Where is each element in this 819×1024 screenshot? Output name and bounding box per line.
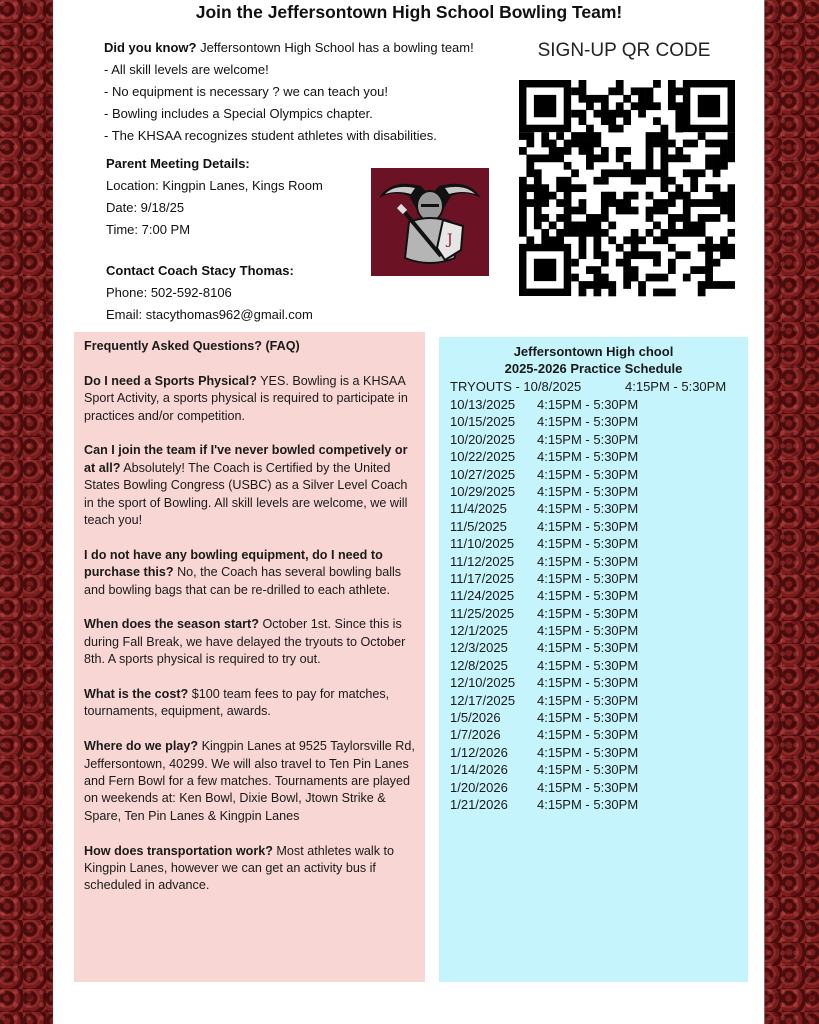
schedule-row	[450, 744, 740, 761]
schedule-time: 4:15PM - 5:30PM	[537, 501, 639, 517]
faq-question: Can I join the team if I've never bowled competively or at all?	[84, 443, 408, 475]
schedule-row	[450, 466, 740, 483]
schedule-time: 4:15PM - 5:30PM	[537, 762, 639, 778]
schedule-date: 12/3/2025	[450, 640, 508, 656]
signup-qr-code[interactable]	[519, 80, 735, 298]
schedule-row	[450, 431, 740, 448]
schedule-time: 4:15PM - 5:30PM	[537, 640, 639, 656]
schedule-time: 4:15PM - 5:30PM	[537, 605, 639, 621]
schedule-date: 10/22/2025	[450, 449, 516, 465]
parent-meeting-details	[106, 153, 406, 241]
schedule-date: 12/17/2025	[450, 692, 516, 708]
schedule-time: 4:15PM - 5:30PM	[537, 692, 639, 708]
faq-question: When does the season start?	[84, 617, 259, 632]
schedule-time: 4:15PM - 5:30PM	[537, 397, 639, 412]
schedule-date: 11/17/2025	[450, 570, 515, 586]
schedule-row	[450, 518, 740, 535]
schedule-date: 11/12/2025	[450, 553, 515, 569]
schedule-row	[450, 761, 740, 778]
schedule-row	[450, 587, 740, 604]
meeting-location: Location: Kingpin Lanes, Kings Room	[106, 178, 323, 193]
tryout-row	[450, 378, 750, 395]
contact-phone: Phone: 502-592-8106	[106, 285, 232, 300]
practice-schedule-panel	[439, 337, 748, 982]
schedule-time: 4:15PM - 5:30PM	[537, 536, 639, 552]
schedule-row	[450, 413, 740, 430]
schedule-row	[450, 692, 740, 709]
schedule-rows	[450, 396, 740, 813]
schedule-title-line2: 2025-2026 Practice Schedule	[504, 361, 683, 376]
faq-title: Frequently Asked Questions? (FAQ)	[84, 339, 300, 353]
schedule-date: 1/14/2026	[450, 762, 508, 778]
intro-body: Jeffersontown High School has a bowling team!	[200, 40, 474, 55]
schedule-row	[450, 396, 740, 413]
schedule-row	[450, 779, 740, 796]
schedule-row	[450, 726, 740, 743]
faq-answer: Most athletes walk to Kingpin Lanes, however we can get an activity bus if scheduled in advance.	[84, 843, 395, 893]
schedule-date: 10/13/2025	[450, 397, 516, 412]
schedule-row	[450, 639, 740, 656]
faq-answer: October 1st. Since this is during Fall Break, we have delayed the tryouts to October 8th. A sports physical is required to try out.	[84, 617, 406, 667]
schedule-row	[450, 709, 740, 726]
schedule-row	[450, 500, 740, 517]
schedule-time: 4:15PM - 5:30PM	[537, 414, 639, 430]
faq-question: Do I need a Sports Physical?	[84, 373, 257, 388]
page-title: Join the Jeffersontown High School Bowling Team!	[195, 2, 623, 22]
faq-item	[84, 373, 415, 425]
schedule-time: 4:15PM - 5:30PM	[537, 518, 639, 534]
schedule-date: 1/7/2026	[450, 727, 501, 743]
schedule-date: 11/25/2025	[450, 605, 515, 621]
faq-question: What is the cost?	[84, 687, 189, 702]
schedule-row	[450, 448, 740, 465]
schedule-time: 4:15PM - 5:30PM	[537, 675, 639, 691]
tryout-date: TRYOUTS - 10/8/2025	[450, 379, 582, 394]
schedule-row	[450, 553, 740, 570]
schedule-row	[450, 674, 740, 691]
schedule-date: 11/24/2025	[450, 588, 515, 604]
schedule-date: 1/21/2026	[450, 796, 508, 812]
schedule-date: 1/12/2026	[450, 744, 508, 760]
schedule-row	[450, 483, 740, 500]
faq-question: How does transportation work?	[84, 843, 273, 858]
faq-item	[84, 738, 415, 825]
schedule-time: 4:15PM - 5:30PM	[537, 796, 639, 812]
schedule-date: 12/8/2025	[450, 657, 508, 673]
schedule-time: 4:15PM - 5:30PM	[537, 744, 639, 760]
schedule-time: 4:15PM - 5:30PM	[537, 779, 639, 795]
faq-item	[84, 616, 415, 668]
faq-answer: $100 team fees to pay for matches, tournaments, equipment, awards.	[84, 687, 390, 719]
tryout-time: 4:15PM - 5:30PM	[625, 379, 727, 394]
coach-contact	[106, 260, 426, 326]
schedule-date: 12/10/2025	[450, 675, 516, 691]
intro-lead: Did you know?	[104, 40, 197, 55]
schedule-time: 4:15PM - 5:30PM	[537, 623, 639, 639]
bullet-item: - The KHSAA recognizes student athletes with disabilities.	[104, 128, 437, 143]
schedule-title	[439, 337, 748, 377]
schedule-time: 4:15PM - 5:30PM	[537, 553, 639, 569]
faq-item	[84, 442, 415, 529]
schedule-row	[450, 657, 740, 674]
meeting-time: Time: 7:00 PM	[106, 222, 191, 237]
schedule-row	[450, 535, 740, 552]
schedule-time: 4:15PM - 5:30PM	[537, 710, 639, 726]
schedule-date: 10/20/2025	[450, 431, 516, 447]
schedule-row	[450, 796, 740, 813]
faq-panel	[74, 332, 425, 982]
background-texture-right	[765, 0, 819, 1024]
background-texture-left	[0, 0, 53, 1024]
schedule-date: 10/29/2025	[450, 483, 516, 499]
faq-answer: No, the Coach has several bowling balls and bowling bags that can be re-drilled to each athlete.	[84, 565, 402, 597]
schedule-date: 11/10/2025	[450, 536, 515, 552]
schedule-row	[450, 570, 740, 587]
schedule-row	[450, 605, 740, 622]
schedule-date: 10/15/2025	[450, 414, 516, 430]
schedule-time: 4:15PM - 5:30PM	[537, 657, 639, 673]
faq-question: Where do we play?	[84, 739, 199, 754]
schedule-time: 4:15PM - 5:30PM	[537, 483, 639, 499]
schedule-time: 4:15PM - 5:30PM	[537, 588, 639, 604]
schedule-date: 1/5/2026	[450, 710, 501, 726]
schedule-date: 12/1/2025	[450, 623, 508, 639]
svg-text:J: J	[447, 232, 453, 248]
faq-answer: YES. Bowling is a KHSAA Sport Activity, a sports physical is required to participate in practices and/or competition.	[84, 373, 408, 423]
faq-item	[84, 547, 415, 599]
faq-question: I do not have any bowling equipment, do I need to purchase this?	[84, 547, 383, 580]
meeting-heading: Parent Meeting Details:	[106, 156, 250, 171]
schedule-time: 4:15PM - 5:30PM	[537, 570, 639, 586]
faq-answer: Absolutely! The Coach is Certified by the United States Bowling Congress (USBC) as a Silver Level Coach in the sport of Bowling. All skill levels are welcome, we will teach you!	[84, 460, 408, 528]
faq-item	[84, 686, 415, 721]
schedule-date: 11/5/2025	[450, 518, 507, 534]
schedule-date: 11/4/2025	[450, 501, 507, 517]
bullet-item: - Bowling includes a Special Olympics chapter.	[104, 106, 373, 121]
schedule-time: 4:15PM - 5:30PM	[537, 431, 639, 447]
bullet-item: - No equipment is necessary ? we can teach you!	[104, 84, 388, 99]
faq-answer: Kingpin Lanes at 9525 Taylorsville Rd, Jeffersontown, 40299. We will also travel to Ten Pin Lanes and Fern Bowl for a few matches. Tournaments are played on weekends at: Ken Bowl, Dixie Bowl, Jtown Strike & Spare, Ten Pin Lanes & Kingpin Lanes	[84, 739, 415, 823]
bullet-item: - All skill levels are welcome!	[104, 62, 269, 77]
schedule-time: 4:15PM - 5:30PM	[537, 727, 639, 743]
intro-bullets	[104, 59, 524, 147]
schedule-time: 4:15PM - 5:30PM	[537, 449, 639, 465]
faq-item	[84, 843, 415, 895]
meeting-date: Date: 9/18/25	[106, 200, 185, 215]
qr-code-title: SIGN-UP QR CODE	[537, 40, 711, 61]
contact-email: Email: stacythomas962@gmail.com	[106, 307, 313, 322]
schedule-date: 10/27/2025	[450, 466, 516, 482]
schedule-row	[450, 622, 740, 639]
contact-heading: Contact Coach Stacy Thomas:	[106, 263, 294, 278]
schedule-date: 1/20/2026	[450, 779, 508, 795]
intro-line	[104, 37, 524, 59]
schedule-title-line1: Jeffersontown High chool	[513, 344, 674, 359]
schedule-time: 4:15PM - 5:30PM	[537, 466, 639, 482]
flyer-page	[53, 0, 765, 1024]
